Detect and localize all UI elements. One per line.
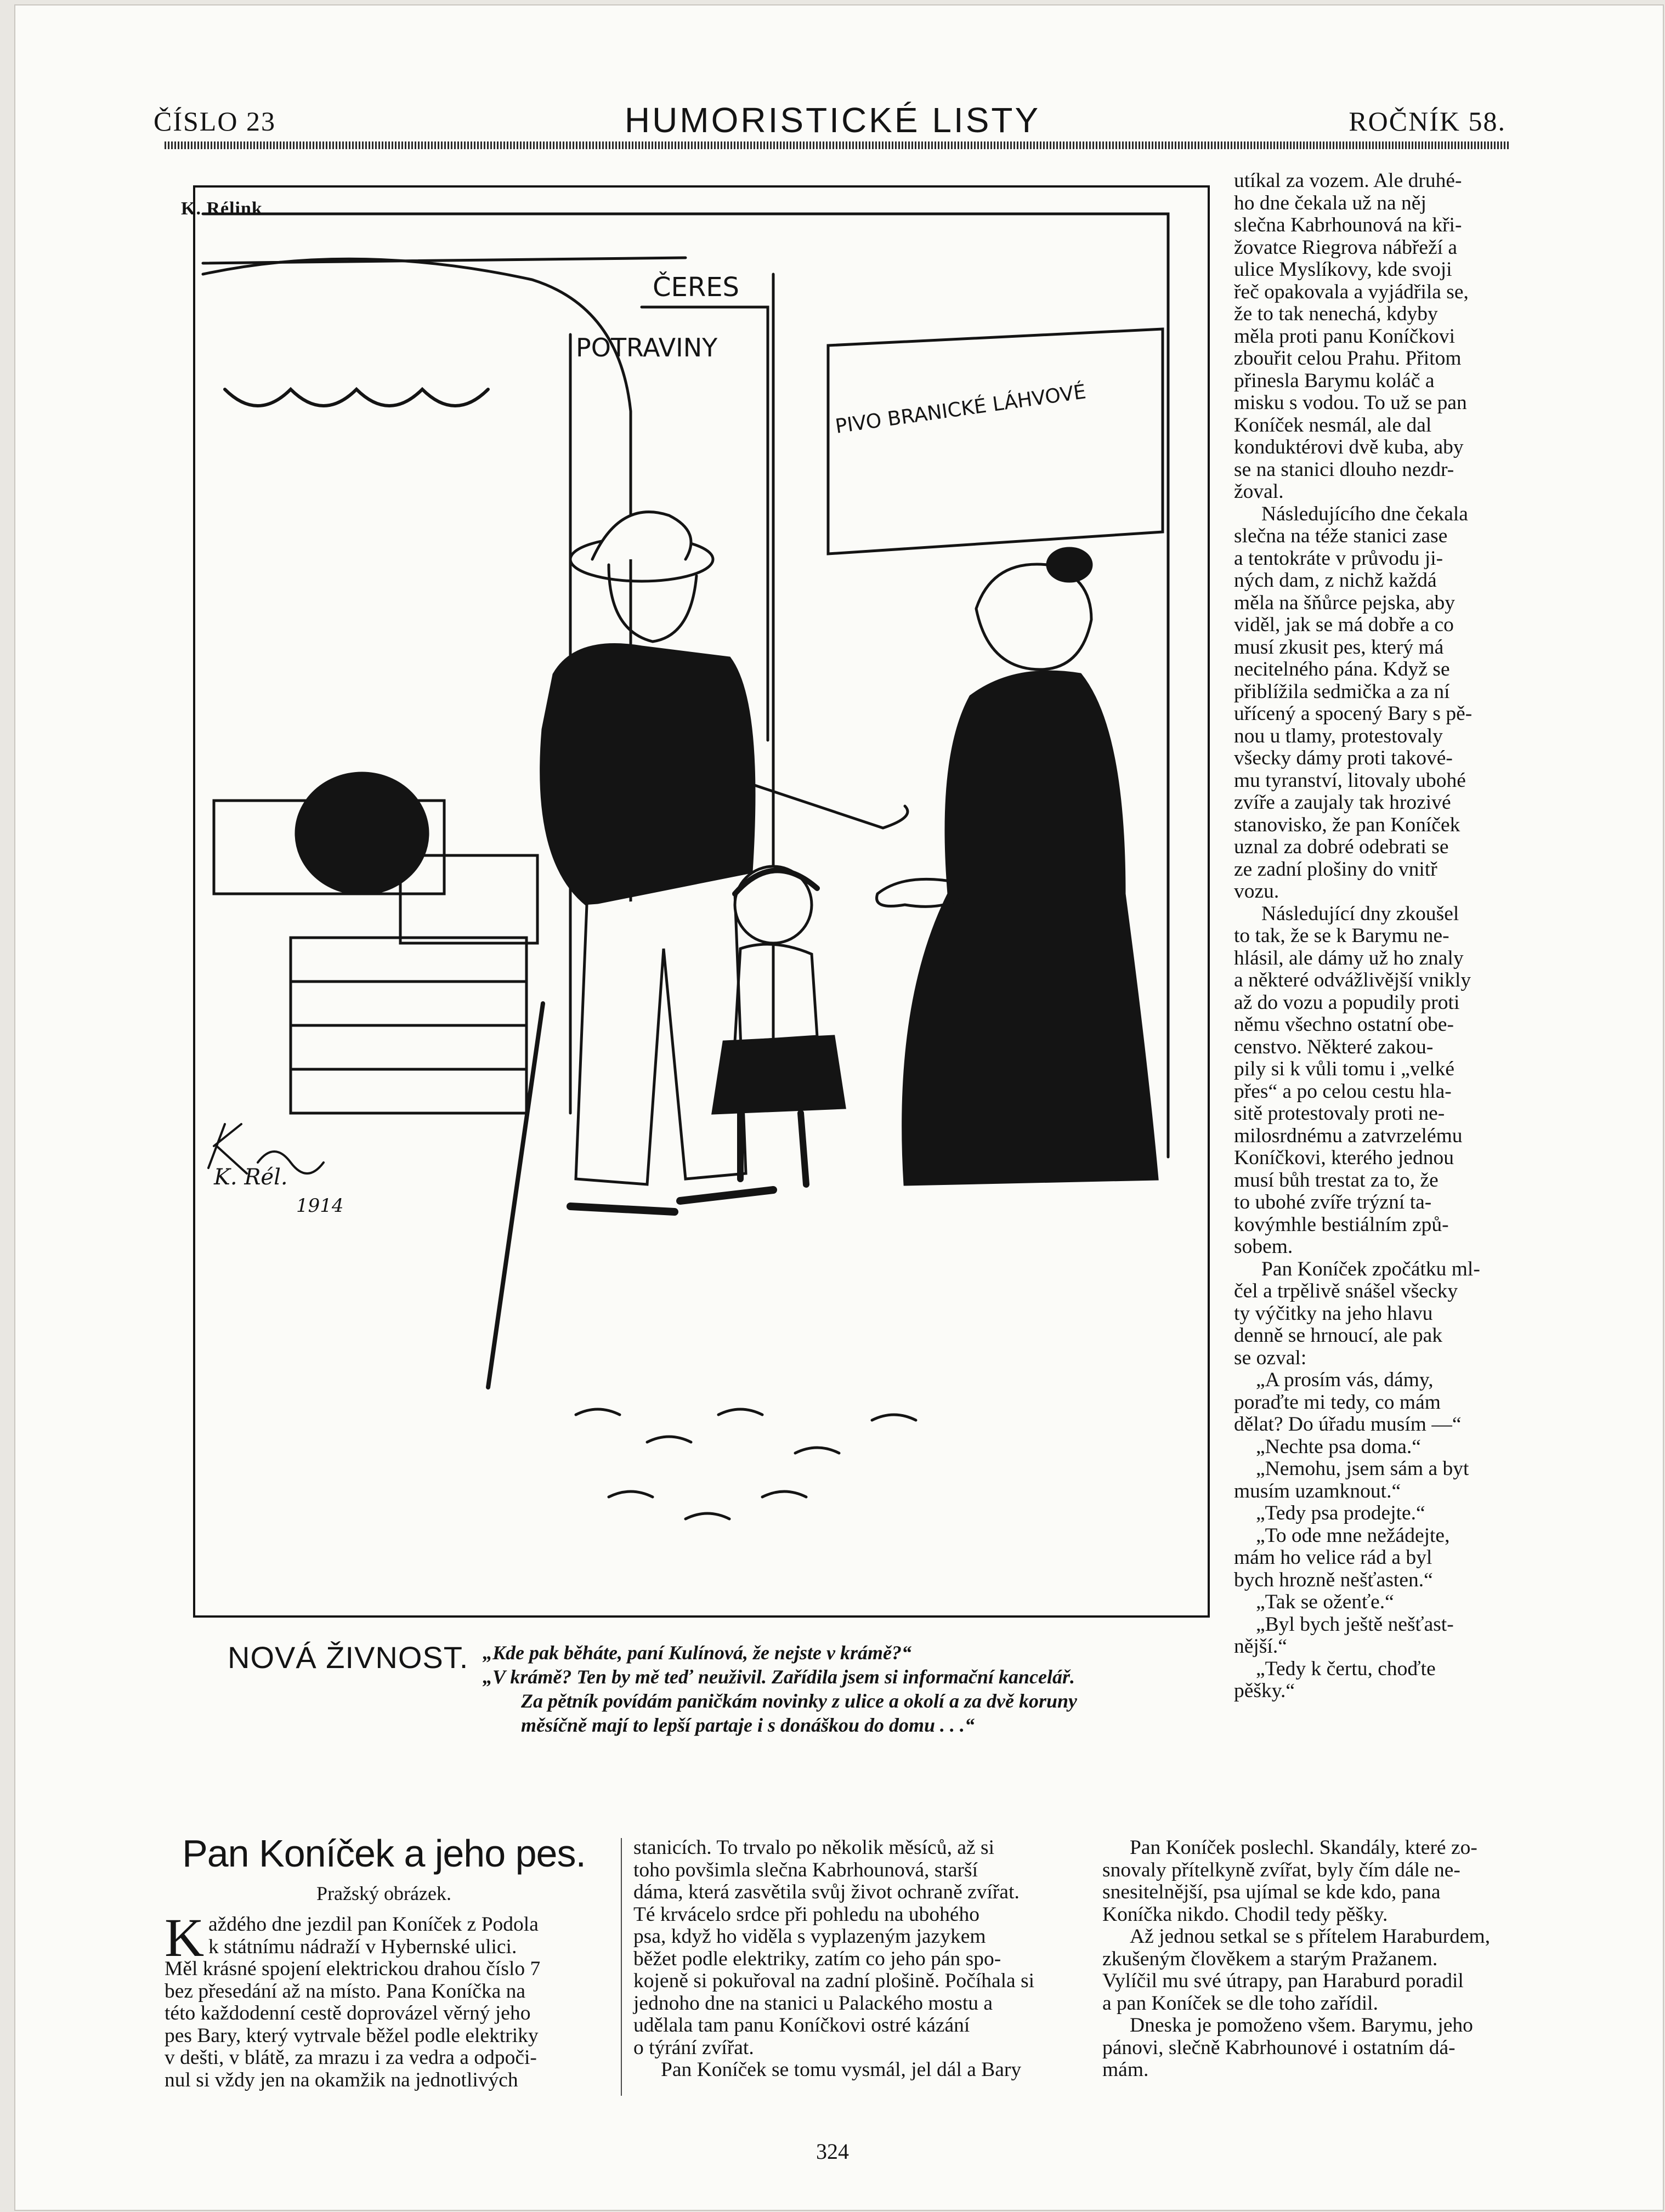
text-line: žovatce Riegrova nábřeží a [1234, 236, 1458, 259]
text-line: „Byl bych ještě nešťast- [1256, 1613, 1454, 1636]
text-line: viděl, jak se má dobře a co [1234, 614, 1454, 636]
text-line: „Nemohu, jsem sám a byt [1256, 1457, 1469, 1480]
text-line: zbouřit celou Prahu. Přitom [1234, 347, 1462, 370]
text-line: mám ho velice rád a byl [1234, 1546, 1432, 1569]
text-line: ze zadní plošiny do vnitř [1234, 858, 1437, 881]
text-line: ných dam, z nichž každá [1234, 569, 1437, 592]
text-line: sitě protestovaly proti ne- [1234, 1102, 1445, 1125]
text-line: misku s vodou. To už se pan [1234, 392, 1467, 414]
caption-dialogue [483, 1641, 1190, 1737]
text-line: nul si vždy jen na okamžik na jednotlivých [165, 2068, 518, 2091]
caption-line: „Kde pak běháte, paní Kulínová, že nejste v krámě?“ [483, 1642, 911, 1664]
sign-pivo: PIVO BRANICKÉ LÁHVOVÉ [834, 381, 1088, 438]
text-line: dáma, která zasvětila svůj život ochraně zvířat. [633, 1881, 1020, 1903]
text-line: pily si k vůli tomu i „velké [1234, 1058, 1455, 1080]
text-line: psa, když ho viděla s vyplazeným jazykem [633, 1925, 986, 1948]
cartoon-illustration [192, 181, 1212, 1623]
text-line: to ubohé zvíře trýzní ta- [1234, 1191, 1432, 1213]
text-line: jednoho dne na stanici u Palackého mostu a [633, 1992, 993, 2015]
caption-line: „V krámě? Ten by mě teď neuživil. Zařídila jsem si informační kancelář. [483, 1666, 1075, 1688]
drop-cap: K [165, 1907, 205, 1968]
text-line: všecky dámy proti takové- [1234, 747, 1453, 769]
text-line: bez přesedání až na místo. Pana Koníčka na [165, 1980, 526, 2003]
column-divider [621, 1838, 622, 2096]
text-line: Pan Koníček zpočátku ml- [1261, 1257, 1480, 1280]
story-column-3 [1102, 1837, 1579, 2081]
text-line: pes Bary, který vytrvale běžel podle elektriky [165, 2024, 539, 2047]
text-line: o týrání zvířat. [633, 2036, 754, 2059]
text-line: „To ode mne nežádejte, [1256, 1524, 1450, 1547]
text-line: nou u tlamy, protestovaly [1234, 724, 1443, 747]
text-line: přes“ a po celou cestu hla- [1234, 1080, 1452, 1103]
text-line: ty výčitky na jeho hlavu [1234, 1302, 1433, 1325]
text-line: poraďte mi tedy, co mám [1234, 1391, 1441, 1414]
text-line: milosrdnému a zatvrzelému [1234, 1124, 1463, 1147]
text-line: v dešti, v blátě, za mrazu i za vedra a odpoči- [165, 2046, 537, 2069]
text-line: utíkal za vozem. Ale druhé- [1234, 169, 1462, 192]
text-line: a pan Koníček se dle toho zařídil. [1102, 1992, 1378, 2015]
text-line: „Nechte psa doma.“ [1256, 1435, 1421, 1458]
text-line: žoval. [1234, 480, 1284, 503]
text-line: Koníčkovi, kterého jednou [1234, 1147, 1454, 1169]
text-line: až do vozu a popudily proti [1234, 991, 1460, 1014]
caption-title: NOVÁ ŽIVNOST. [228, 1640, 469, 1675]
text-line: „Tedy psa prodejte.“ [1256, 1502, 1425, 1524]
text-line: Dneska je pomoženo všem. Barymu, jeho [1130, 2014, 1473, 2037]
text-line: vozu. [1234, 880, 1279, 903]
text-line: snovaly přítelkyně zvířat, byly čím dále ne- [1102, 1858, 1460, 1881]
text-line: Až jednou setkal se s přítelem Haraburdem, [1130, 1925, 1491, 1948]
text-line: slečna na téže stanici zase [1234, 525, 1448, 547]
story-title: Pan Koníček a jeho pes. [182, 1832, 586, 1875]
story-column-2 [633, 1837, 1072, 2081]
text-line: dělat? Do úřadu musím —“ [1234, 1413, 1462, 1436]
text-line: že to tak nenechá, kdyby [1234, 303, 1438, 325]
text-line: Koníčka nikdo. Chodil tedy pěšky. [1102, 1903, 1388, 1926]
text-line: toho povšimla slečna Kabrhounová, starší [633, 1858, 978, 1881]
text-line: ulice Myslíkovy, kde svoji [1234, 258, 1452, 281]
artist-credit: K. Rélink [181, 198, 263, 219]
text-line: censtvo. Některé zakou- [1234, 1035, 1434, 1058]
sign-potraviny: POTRAVINY [576, 333, 718, 362]
magazine-title: HUMORISTICKÉ LISTY [624, 100, 1041, 140]
text-line: „Tedy k čertu, choďte [1256, 1657, 1436, 1680]
story-column-continued [1234, 170, 1585, 1703]
text-line: nější.“ [1234, 1635, 1287, 1658]
text-line: musím uzamknout.“ [1234, 1479, 1401, 1502]
text-line: měla na šňůrce pejska, aby [1234, 591, 1455, 614]
text-line: musí zkusit pes, který má [1234, 636, 1444, 659]
text-line: konduktérovi dvě kuba, aby [1234, 436, 1464, 458]
text-line: bych hrozně nešťasten.“ [1234, 1568, 1433, 1591]
page-number: 324 [816, 2139, 849, 2164]
cartoon-drawing [192, 181, 1212, 1623]
text-line: Pan Koníček se tomu vysmál, jel dál a Bary [661, 2058, 1022, 2081]
text-line: „Tak se oženťe.“ [1256, 1591, 1394, 1613]
text-line: Následující dny zkoušel [1261, 902, 1459, 925]
text-line: a tentokráte v průvodu ji- [1234, 547, 1443, 570]
text-line: zkušeným člověkem a starým Pražanem. [1102, 1947, 1438, 1970]
story-subtitle: Pražský obrázek. [316, 1882, 451, 1904]
volume-number: ROČNÍK 58. [1349, 106, 1506, 137]
text-line: „A prosím vás, dámy, [1256, 1369, 1434, 1391]
text-line: pánovi, slečně Kabrhounové i ostatním dá- [1102, 2036, 1456, 2059]
story-column-1 [165, 1914, 614, 2091]
text-line: sobem. [1234, 1235, 1293, 1258]
text-line: stanovisko, že pan Koníček [1234, 813, 1460, 836]
text-line: slečna Kabrhounová na kři- [1234, 214, 1462, 236]
text-line: mu tyranství, litovaly ubohé [1234, 769, 1466, 792]
text-line: se na stanici dlouho nezdr- [1234, 458, 1454, 481]
text-line: němu všechno ostatní obe- [1234, 1013, 1454, 1036]
text-line: uznal za dobré odebrati se [1234, 836, 1449, 858]
text-line: zvíře a zaujaly tak hrozivé [1234, 791, 1451, 814]
text-line: aždého dne jezdil pan Koníček z Podola [208, 1913, 539, 1936]
text-line: běžet podle elektriky, zatím co jeho pán spo- [633, 1947, 1001, 1970]
text-line: to tak, že se k Barymu ne- [1234, 924, 1449, 947]
header-rule [165, 141, 1509, 149]
text-line: ho dne čekala už na něj [1234, 191, 1426, 214]
text-line: této každodenní cestě doprovázel věrný jeho [165, 2002, 531, 2024]
text-line: mám. [1102, 2058, 1149, 2081]
text-line: necitelného pána. Když se [1234, 658, 1450, 680]
text-line: Pan Koníček poslechl. Skandály, které zo- [1130, 1836, 1477, 1859]
text-line: přiblížila sedmička a za ní [1234, 680, 1450, 703]
text-line: měla proti panu Koníčkovi [1234, 325, 1456, 348]
text-line: pěšky.“ [1234, 1680, 1295, 1702]
artist-signature: K. Rél. [214, 1165, 288, 1190]
text-line: udělala tam panu Koníčkovi ostré kázání [633, 2014, 970, 2037]
text-line: a některé odvážlivější vnikly [1234, 969, 1471, 991]
text-line: Měl krásné spojení elektrickou drahou číslo 7 [165, 1958, 541, 1980]
text-line: kovýmhle bestiálním způ- [1234, 1213, 1449, 1236]
text-line: kojeně si pokuřoval na zadní plošině. Počíhala si [633, 1970, 1035, 1992]
caption-line: měsíčně mají to lepší partaje i s donáškou do domu . . .“ [521, 1714, 975, 1736]
text-line: stanicích. To trvalo po několik měsíců, až si [633, 1836, 994, 1859]
text-line: Vylíčil mu své útrapy, pan Haraburd poradil [1102, 1970, 1464, 1992]
text-line: Následujícího dne čekala [1261, 502, 1468, 525]
caption-line: Za pětník povídám paničkám novinky z ulice a okolí a za dvě koruny [521, 1690, 1077, 1712]
issue-number: ČÍSLO 23 [154, 106, 276, 137]
illustration-year: 1914 [296, 1195, 344, 1217]
text-line: řeč opakovala a vyjádřila se, [1234, 280, 1469, 303]
text-line: uřícený a spocený Bary s pě- [1234, 702, 1473, 725]
text-line: Koníček nesmál, ale dal [1234, 413, 1432, 436]
text-line: snesitelnější, psa ujímal se kde kdo, pana [1102, 1881, 1441, 1903]
text-line: Té krvácelo srdce při pohledu na ubohého [633, 1903, 980, 1926]
text-line: hlásil, ale dámy už ho znaly [1234, 946, 1464, 969]
text-line: musí bůh trestat za to, že [1234, 1169, 1439, 1192]
sign-ceres: ČERES [653, 272, 739, 303]
text-line: přinesla Barymu koláč a [1234, 369, 1435, 392]
text-line: k státnímu nádraží v Hybernské ulici. [208, 1935, 517, 1958]
text-line: čel a trpělivě snášel všecky [1234, 1280, 1458, 1302]
text-line: denně se hrnoucí, ale pak [1234, 1324, 1443, 1347]
text-line: se ozval: [1234, 1346, 1307, 1369]
